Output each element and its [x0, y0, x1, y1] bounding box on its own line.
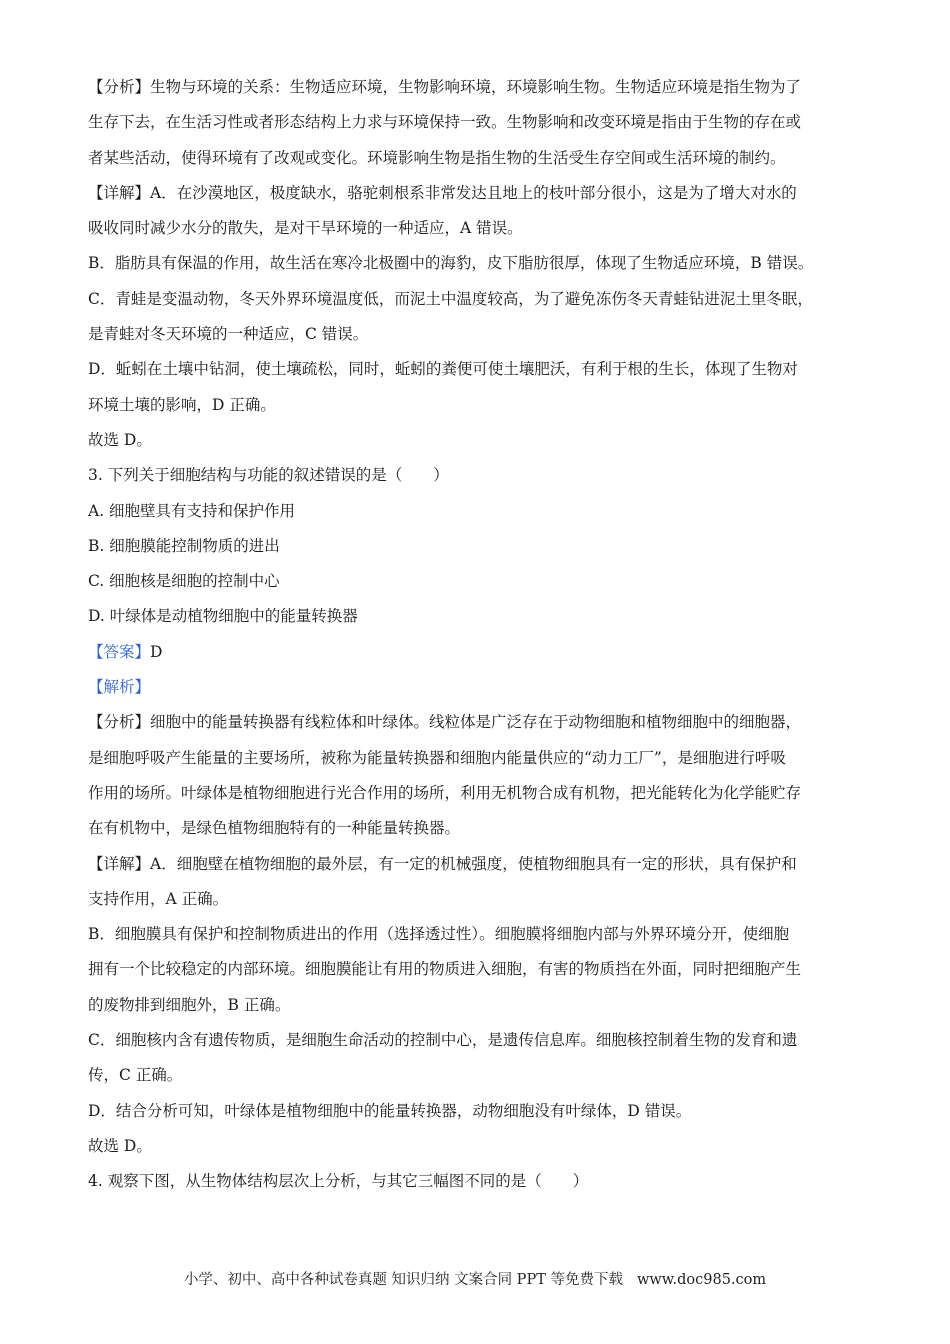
text-line	[88, 388, 860, 423]
line-text: B．脂肪具有保温的作用，故生活在寒冷北极圈中的海豹，皮下脂肪很厚，体现了生物适应环境，B 错误。	[88, 254, 814, 273]
footer-text: 小学、初中、高中各种试卷真题 知识归纳 文案合同 PPT 等免费下载	[183, 1272, 623, 1288]
text-line	[88, 741, 860, 776]
text-line	[88, 141, 860, 176]
page-footer	[0, 1268, 950, 1289]
section-label: 【解析】	[88, 678, 151, 697]
line-text: 4. 观察下图，从生物体结构层次上分析，与其它三幅图不同的是（ ）	[88, 1172, 589, 1191]
text-line	[88, 1023, 860, 1058]
line-text: 是青蛙对冬天环境的一种适应，C 错误。	[88, 325, 369, 344]
text-line	[88, 494, 860, 529]
line-text: C. 细胞核是细胞的控制中心	[88, 572, 280, 591]
line-text: 3. 下列关于细胞结构与功能的叙述错误的是（ ）	[88, 466, 449, 485]
text-line	[88, 776, 860, 811]
line-text: B．细胞膜具有保护和控制物质进出的作用（选择透过性）。细胞膜将细胞内部与外界环境分开，使细胞	[88, 925, 790, 944]
text-line	[88, 882, 860, 917]
text-line	[88, 811, 860, 846]
text-line	[88, 1094, 860, 1129]
line-text: A．在沙漠地区，极度缺水，骆驼刺根系非常发达且地上的枝叶部分很小，这是为了增大对水的	[150, 183, 797, 202]
line-text: 是细胞呼吸产生能量的主要场所，被称为能量转换器和细胞内能量供应的“动力工厂”，是细胞进行呼吸	[88, 748, 786, 767]
text-line	[88, 917, 860, 952]
text-line	[88, 423, 860, 458]
line-text: 吸收同时减少水分的散失，是对干旱环境的一种适应，A 错误。	[88, 219, 523, 238]
text-line	[88, 458, 860, 493]
text-line	[88, 282, 860, 317]
line-text: 生存下去，在生活习性或者形态结构上力求与环境保持一致。生物影响和改变环境是指由于生物的存在或	[88, 113, 802, 132]
section-label: 【详解】	[88, 854, 151, 873]
text-line	[88, 847, 860, 882]
document-body	[88, 70, 860, 1200]
text-line	[88, 952, 860, 987]
text-line	[88, 211, 860, 246]
line-text: 者某些活动，使得环境有了改观或变化。环境影响生物是指生物的生活受生存空间或生活环境的制约。	[88, 148, 786, 167]
text-line	[88, 1129, 860, 1164]
line-text: 生物与环境的关系：生物适应环境，生物影响环境，环境影响生物。生物适应环境是指生物为了	[150, 78, 802, 96]
text-line	[88, 176, 860, 211]
section-label: 【详解】	[88, 183, 151, 202]
line-text: 在有机物中，是绿色植物细胞特有的一种能量转换器。	[88, 819, 461, 838]
line-text: D．结合分析可知，叶绿体是植物细胞中的能量转换器，动物细胞没有叶绿体，D 错误。	[88, 1101, 692, 1120]
line-text: C．青蛙是变温动物，冬天外界环境温度低，而泥土中温度较高，为了避免冻伤冬天青蛙钻进泥土里冬眠，	[88, 289, 813, 308]
text-line	[88, 246, 860, 281]
line-text: 拥有一个比较稳定的内部环境。细胞膜能让有用的物质进入细胞，有害的物质挡在外面，同时把细胞产生	[88, 960, 802, 979]
text-line	[88, 529, 860, 564]
section-label: 【分析】	[88, 78, 151, 96]
line-text: 作用的场所。叶绿体是植物细胞进行光合作用的场所，利用无机物合成有机物，把光能转化为化学能贮存	[88, 783, 802, 802]
line-text: C．细胞核内含有遗传物质，是细胞生命活动的控制中心，是遗传信息库。细胞核控制着生物的发育和遗	[88, 1031, 798, 1050]
text-line	[88, 705, 860, 740]
line-text: 故选 D。	[88, 430, 152, 449]
text-line	[88, 70, 860, 105]
line-text: 故选 D。	[88, 1136, 152, 1155]
text-line	[88, 635, 860, 670]
footer-link[interactable]: www.doc985.com	[636, 1272, 767, 1288]
line-text: A. 细胞壁具有支持和保护作用	[88, 501, 296, 520]
line-text: D. 叶绿体是动植物细胞中的能量转换器	[88, 607, 358, 626]
text-line	[88, 670, 860, 705]
line-text: 环境土壤的影响，D 正确。	[88, 395, 276, 414]
line-text: 支持作用，A 正确。	[88, 889, 229, 908]
text-line	[88, 352, 860, 387]
text-line	[88, 105, 860, 140]
text-line	[88, 317, 860, 352]
line-text: 的废物排到细胞外，B 正确。	[88, 995, 291, 1014]
text-line	[88, 564, 860, 599]
text-line	[88, 1058, 860, 1093]
line-text: B. 细胞膜能控制物质的进出	[88, 536, 280, 555]
line-text: D	[150, 642, 163, 661]
line-text: A．细胞壁在植物细胞的最外层，有一定的机械强度，使植物细胞具有一定的形状，具有保护和	[150, 854, 797, 873]
section-label: 【答案】	[88, 642, 151, 661]
text-line	[88, 599, 860, 634]
text-line	[88, 1164, 860, 1199]
line-text: 传，C 正确。	[88, 1066, 183, 1085]
section-label: 【分析】	[88, 713, 151, 732]
text-line	[88, 988, 860, 1023]
line-text: D．蚯蚓在土壤中钻洞，使土壤疏松，同时，蚯蚓的粪便可使土壤肥沃，有利于根的生长，体现了生物对	[88, 360, 798, 379]
line-text: 细胞中的能量转换器有线粒体和叶绿体。线粒体是广泛存在于动物细胞和植物细胞中的细胞器，	[150, 713, 802, 732]
